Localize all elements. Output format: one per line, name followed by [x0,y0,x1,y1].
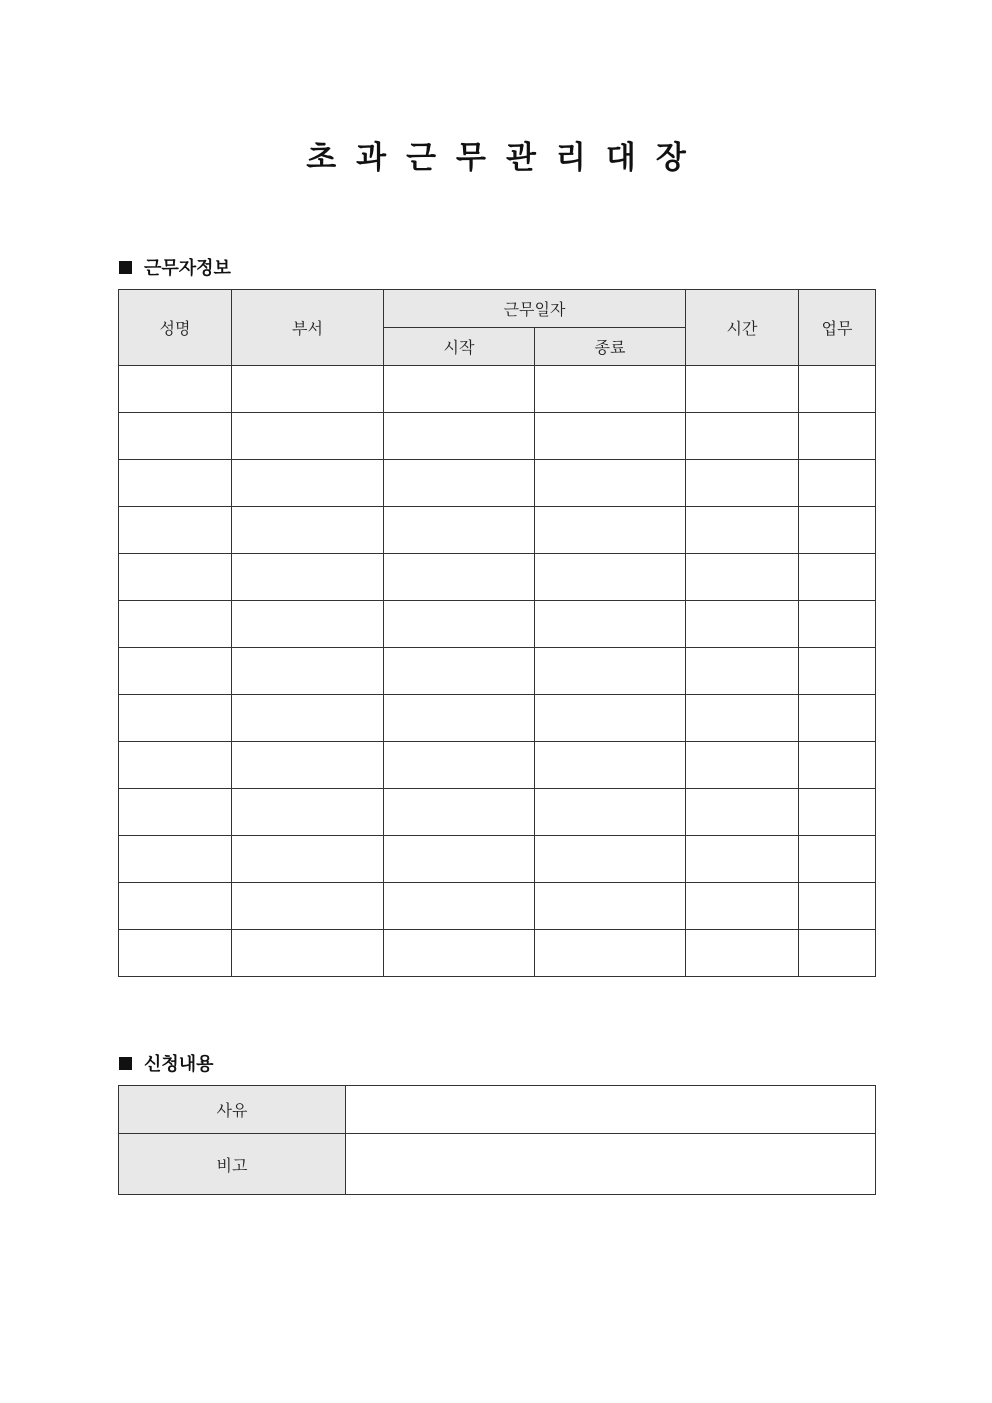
worker-rows [119,366,876,977]
end-cell[interactable] [535,366,686,413]
name-cell[interactable] [119,554,232,601]
task-cell[interactable] [799,648,876,695]
name-cell[interactable] [119,601,232,648]
department-cell[interactable] [232,648,384,695]
department-cell[interactable] [232,460,384,507]
department-cell[interactable] [232,695,384,742]
end-cell[interactable] [535,507,686,554]
table-row [119,460,876,507]
hours-cell[interactable] [686,601,799,648]
end-cell[interactable] [535,742,686,789]
header-department: 부서 [232,290,384,366]
table-row [119,413,876,460]
name-cell[interactable] [119,507,232,554]
name-cell[interactable] [119,366,232,413]
start-cell[interactable] [384,460,535,507]
name-cell[interactable] [119,460,232,507]
end-cell[interactable] [535,601,686,648]
task-cell[interactable] [799,554,876,601]
end-cell[interactable] [535,648,686,695]
hours-cell[interactable] [686,507,799,554]
table-row [119,789,876,836]
hours-cell[interactable] [686,460,799,507]
department-cell[interactable] [232,883,384,930]
name-cell[interactable] [119,413,232,460]
request-table [118,1085,876,1195]
header-task: 업무 [799,290,876,366]
hours-cell[interactable] [686,366,799,413]
worker-info-table [118,289,876,977]
end-cell[interactable] [535,413,686,460]
table-row [119,695,876,742]
department-cell[interactable] [232,836,384,883]
end-cell[interactable] [535,460,686,507]
hours-cell[interactable] [686,789,799,836]
start-cell[interactable] [384,836,535,883]
hours-cell[interactable] [686,648,799,695]
start-cell[interactable] [384,883,535,930]
table-row [119,554,876,601]
name-cell[interactable] [119,695,232,742]
reason-label: 사유 [119,1086,346,1134]
task-cell[interactable] [799,789,876,836]
square-bullet-icon [119,1057,132,1070]
square-bullet-icon [119,261,132,274]
end-cell[interactable] [535,695,686,742]
start-cell[interactable] [384,648,535,695]
task-cell[interactable] [799,930,876,977]
section-heading-label: 신청내용 [144,1054,214,1075]
start-cell[interactable] [384,930,535,977]
department-cell[interactable] [232,789,384,836]
header-start: 시작 [384,328,535,366]
start-cell[interactable] [384,601,535,648]
task-cell[interactable] [799,742,876,789]
table-row [119,507,876,554]
start-cell[interactable] [384,695,535,742]
table-row [119,836,876,883]
hours-cell[interactable] [686,695,799,742]
table-row [119,930,876,977]
table-row [119,366,876,413]
start-cell[interactable] [384,366,535,413]
remarks-field[interactable] [346,1134,876,1195]
hours-cell[interactable] [686,883,799,930]
task-cell[interactable] [799,601,876,648]
name-cell[interactable] [119,930,232,977]
name-cell[interactable] [119,836,232,883]
department-cell[interactable] [232,601,384,648]
department-cell[interactable] [232,554,384,601]
hours-cell[interactable] [686,836,799,883]
table-row [119,601,876,648]
remarks-label: 비고 [119,1134,346,1195]
end-cell[interactable] [535,883,686,930]
hours-cell[interactable] [686,930,799,977]
end-cell[interactable] [535,789,686,836]
header-work-date: 근무일자 [384,290,686,328]
hours-cell[interactable] [686,554,799,601]
start-cell[interactable] [384,507,535,554]
name-cell[interactable] [119,789,232,836]
name-cell[interactable] [119,883,232,930]
table-row [119,648,876,695]
department-cell[interactable] [232,930,384,977]
page-title: 초과근무관리대장 [306,140,706,176]
end-cell[interactable] [535,836,686,883]
end-cell[interactable] [535,554,686,601]
section-heading-request [119,1050,214,1076]
reason-field[interactable] [346,1086,876,1134]
header-hours: 시간 [686,290,799,366]
section-heading-worker-info [119,254,231,280]
department-cell[interactable] [232,507,384,554]
section-heading-label: 근무자정보 [144,258,231,279]
department-cell[interactable] [232,413,384,460]
task-cell[interactable] [799,366,876,413]
end-cell[interactable] [535,930,686,977]
task-cell[interactable] [799,460,876,507]
header-end: 종료 [535,328,686,366]
hours-cell[interactable] [686,742,799,789]
start-cell[interactable] [384,742,535,789]
department-cell[interactable] [232,366,384,413]
table-row [119,742,876,789]
task-cell[interactable] [799,695,876,742]
name-cell[interactable] [119,648,232,695]
start-cell[interactable] [384,789,535,836]
department-cell[interactable] [232,742,384,789]
start-cell[interactable] [384,413,535,460]
header-name: 성명 [119,290,232,366]
task-cell[interactable] [799,883,876,930]
task-cell[interactable] [799,836,876,883]
task-cell[interactable] [799,507,876,554]
table-row [119,883,876,930]
name-cell[interactable] [119,742,232,789]
start-cell[interactable] [384,554,535,601]
hours-cell[interactable] [686,413,799,460]
task-cell[interactable] [799,413,876,460]
